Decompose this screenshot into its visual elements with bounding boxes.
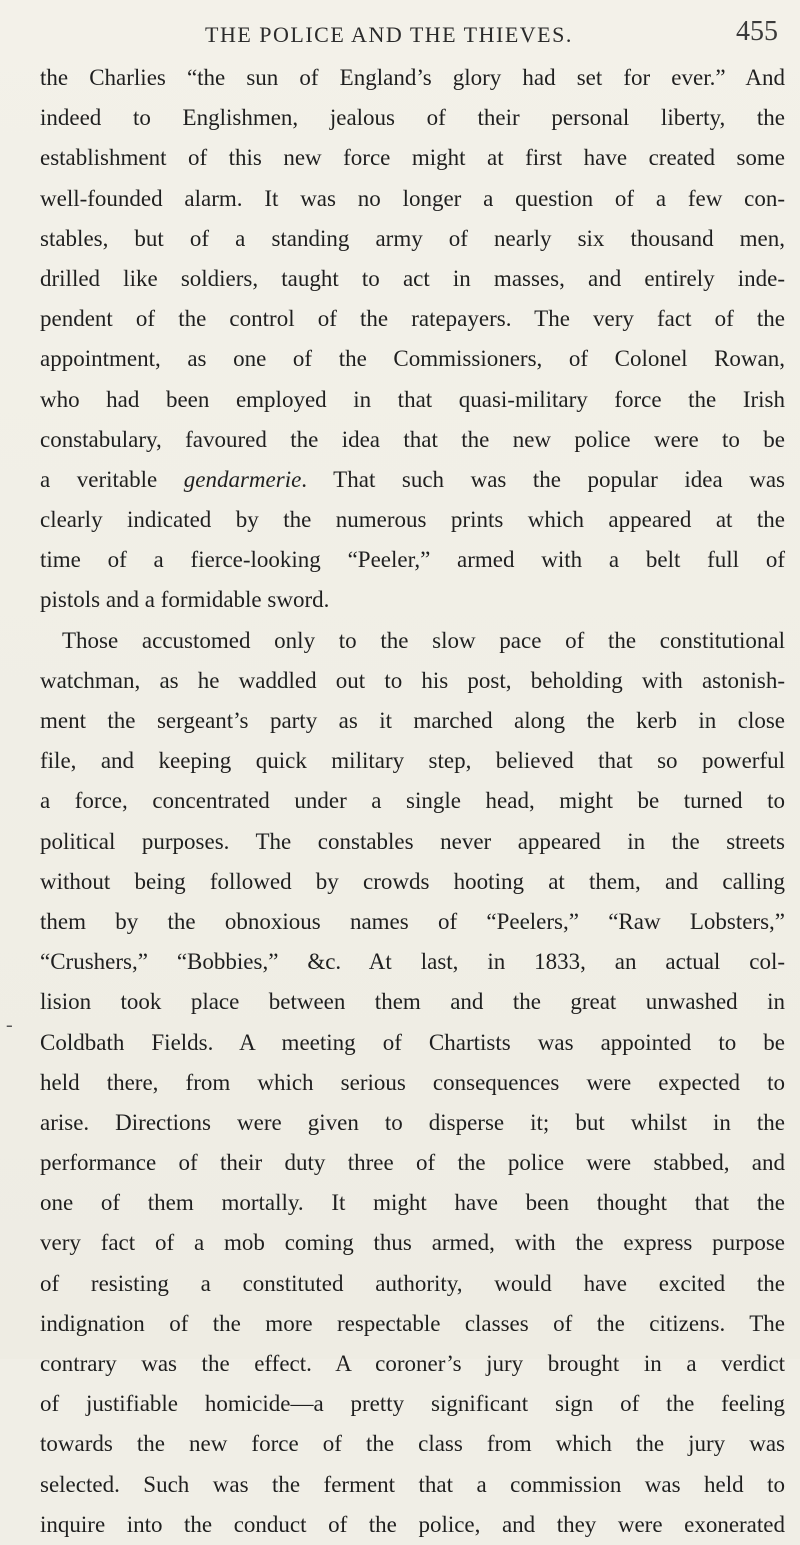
text-line: a veritable gendarmerie. That such was the popular idea was (40, 466, 785, 492)
text-line: clearly indicated by the numerous prints which appeared at the (40, 507, 785, 533)
text-line: performance of their duty three of the police were stabbed, and (40, 1150, 785, 1176)
text-line: indignation of the more respectable classes of the citizens. The (40, 1310, 785, 1336)
text-line: political purposes. The constables never appeared in the streets (40, 828, 785, 854)
page-number: 455 (736, 16, 778, 47)
text-line: arise. Directions were given to disperse it; but whilst in the (40, 1109, 785, 1135)
text-line: drilled like soldiers, taught to act in masses, and entirely inde- (40, 265, 785, 291)
margin-mark: - (6, 1014, 13, 1036)
text-line: selected. Such was the ferment that a commission was held to (40, 1471, 785, 1497)
text-line: without being followed by crowds hooting at them, and calling (40, 868, 785, 894)
running-head (0, 12, 800, 52)
text-line: stables, but of a standing army of nearly six thousand men, (40, 225, 785, 251)
text-line: of justifiable homicide—a pretty significant sign of the feeling (40, 1391, 785, 1417)
text-line: them by the obnoxious names of “Peelers,” “Raw Lobsters,” (40, 908, 785, 934)
text-line: pistols and a formidable sword. (40, 587, 330, 613)
text-line: the Charlies “the sun of England’s glory had set for ever.” And (40, 65, 785, 90)
text-line: indeed to Englishmen, jealous of their personal liberty, the (40, 105, 785, 131)
text-line: contrary was the effect. A coroner’s jury brought in a verdict (40, 1351, 785, 1376)
text-line: “Crushers,” “Bobbies,” &c. At last, in 1833, an actual col- (40, 949, 785, 975)
text-line: time of a fierce-looking “Peeler,” armed with a belt full of (40, 547, 785, 573)
text-line: watchman, as he waddled out to his post, beholding with astonish- (40, 667, 785, 693)
text-line: constabulary, favoured the idea that the new police were to be (40, 426, 785, 452)
text-line: one of them mortally. It might have been thought that the (40, 1190, 785, 1216)
text-line: appointment, as one of the Commissioners, of Colonel Rowan, (40, 346, 785, 372)
text-line: towards the new force of the class from which the jury was (40, 1431, 785, 1457)
text-line: inquire into the conduct of the police, and they were exonerated (40, 1511, 785, 1537)
paragraph-start-line: Those accustomed only to the slow pace of the constitutional (62, 627, 785, 653)
body-text (40, 58, 785, 1545)
text-line: well-founded alarm. It was no longer a question of a few con- (40, 185, 785, 211)
text-line: establishment of this new force might at first have created some (40, 145, 785, 171)
text-line: pendent of the control of the ratepayers. The very fact of the (40, 306, 785, 332)
text-line: very fact of a mob coming thus armed, with the express purpose (40, 1230, 785, 1256)
text-line: who had been employed in that quasi-military force the Irish (40, 386, 785, 412)
text-line: held there, from which serious consequences were expected to (40, 1069, 785, 1095)
text-line: lision took place between them and the great unwashed in (40, 989, 785, 1015)
running-title: THE POLICE AND THE THIEVES. (205, 22, 573, 47)
text-line: Coldbath Fields. A meeting of Chartists was appointed to be (40, 1029, 785, 1055)
text-line: of resisting a constituted authority, would have excited the (40, 1270, 785, 1296)
text-line: a force, concentrated under a single head, might be turned to (40, 788, 785, 814)
text-line: file, and keeping quick military step, believed that so powerful (40, 748, 785, 774)
text-line: ment the sergeant’s party as it marched along the kerb in close (40, 708, 785, 733)
